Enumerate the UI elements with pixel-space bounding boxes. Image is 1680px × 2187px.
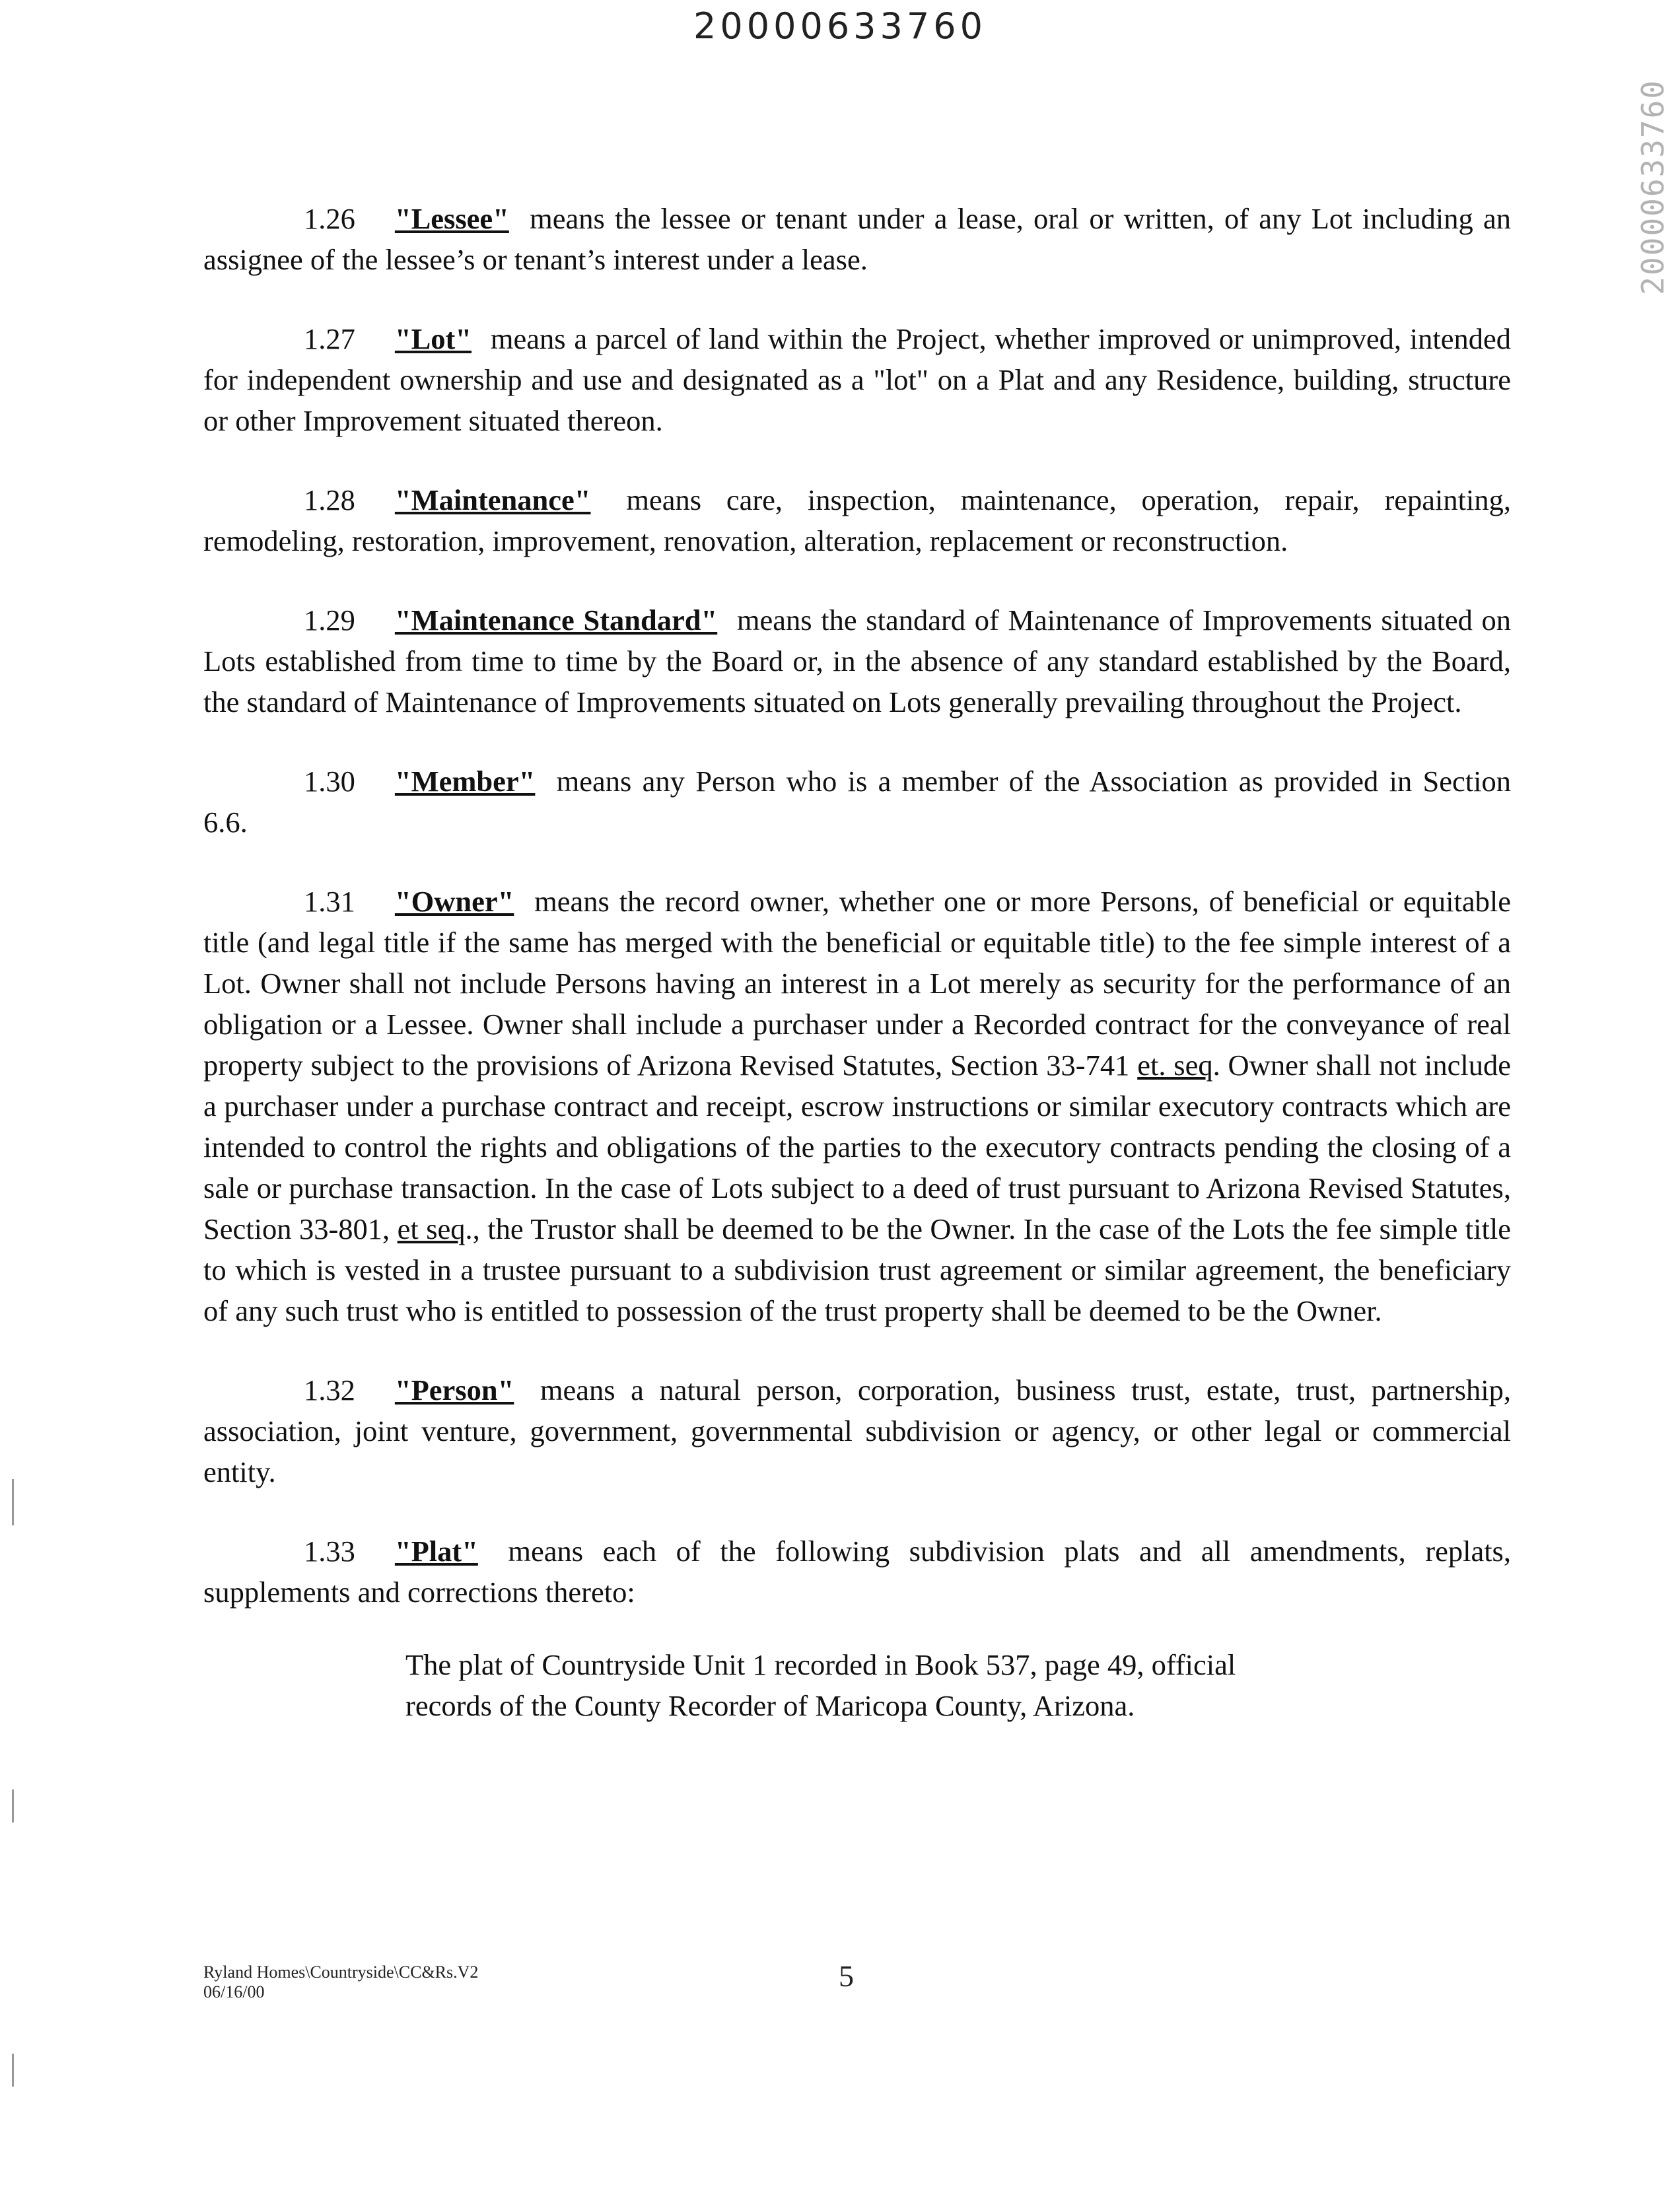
defined-term: "Maintenance": [394, 483, 591, 516]
section-1-27: [203, 318, 1511, 441]
defined-term: "Owner": [394, 885, 514, 918]
side-stamp: 20000633760: [1635, 79, 1671, 295]
section-text: means any Person who is a member of the Association as provided in Section 6.6.: [203, 765, 1511, 839]
section-1-28: [203, 479, 1511, 561]
defined-term: "Lot": [394, 322, 472, 355]
scan-margin-mark: [12, 1789, 14, 1822]
defined-term: "Plat": [394, 1535, 478, 1568]
section-number: 1.29: [304, 604, 355, 637]
section-1-32: [203, 1370, 1511, 1492]
scan-margin-mark: [12, 2054, 14, 2087]
footer-date: 06/16/00: [203, 1982, 265, 2001]
section-1-29: [203, 600, 1511, 722]
defined-term: "Maintenance Standard": [394, 604, 718, 637]
section-number: 1.28: [304, 483, 355, 516]
scan-margin-mark: [12, 1479, 14, 1525]
document-body: [203, 198, 1511, 1726]
footer-file-info: [203, 1962, 478, 2002]
section-number: 1.31: [304, 885, 355, 918]
section-number: 1.32: [304, 1373, 355, 1406]
section-1-26: [203, 198, 1511, 280]
section-text: means a parcel of land within the Project, whether improved or unimproved, intended for independent ownership and use and designated as a "lot" on a Plat and any Residence, building, structure or other Improvement situated thereon.: [203, 322, 1511, 437]
section-1-33: [203, 1531, 1511, 1613]
section-text: ., the Trustor shall be deemed to be the Owner. In the case of the Lots the fee simple title to which is vested in a trustee pursuant to a subdivision trust agreement or similar agreement, the beneficiary of any such trust who is entitled to possession of the trust property shall be deemed to be the Owner.: [203, 1212, 1512, 1327]
section-text: means the standard of Maintenance of Improvements situated on Lots established from time to time by the Board or, in the absence of any standard established by the Board, the standard of Maintenance of Improvements situated on Lots generally prevailing throughout the Project.: [203, 604, 1512, 718]
section-number: 1.30: [304, 765, 355, 798]
section-number: 1.26: [304, 202, 355, 235]
defined-term: "Member": [394, 765, 536, 798]
section-text: means each of the following subdivision plats and all amendments, replats, supplements and corrections thereto:: [203, 1535, 1511, 1609]
page-number: 5: [839, 1959, 854, 1993]
section-text: means the lessee or tenant under a lease, oral or written, of any Lot including an assignee of the lessee’s or tenant’s interest under a lease.: [203, 202, 1512, 276]
section-1-31: [203, 881, 1511, 1331]
section-text: . Owner shall not include a purchaser under a purchase contract and receipt, escrow instructions or similar executory contracts which are intended to control the rights and obligations of the parties to the executory contracts pending the closing of a sale or purchase transaction. In the case of Lots subject to a deed of trust pursuant to Arizona Revised Statutes, Section 33-801,: [203, 1049, 1512, 1245]
section-text: means care, inspection, maintenance, operation, repair, repainting, remodeling, restoration, improvement, renovation, alteration, replacement or reconstruction.: [203, 483, 1512, 557]
citation-et-seq: et. seq: [1137, 1049, 1213, 1082]
section-number: 1.33: [304, 1535, 355, 1568]
document-number: 20000633760: [693, 5, 987, 47]
section-1-30: [203, 761, 1511, 843]
defined-term: "Lessee": [394, 202, 509, 235]
plat-entry: The plat of Countryside Unit 1 recorded in Book 537, page 49, official records of the County Recorder of Maricopa County, Arizona.: [405, 1648, 1236, 1722]
footer-file-path: Ryland Homes\Countryside\CC&Rs.V2: [203, 1962, 479, 1982]
defined-term: "Person": [394, 1373, 514, 1406]
section-number: 1.27: [304, 322, 355, 355]
section-text: means the record owner, whether one or more Persons, of beneficial or equitable title (and legal title if the same has merged with the beneficial or equitable title) to the fee simple interest of a Lot. Owner shall not include Persons having an interest in a Lot merely as security for the performance of an obligation or a Lessee. Owner shall include a purchaser under a Recorded contract for the conveyance of real property subject to the provisions of Arizona Revised Statutes, Section 33-741: [203, 885, 1511, 1082]
citation-et-seq: et seq: [397, 1212, 466, 1245]
section-text: means a natural person, corporation, business trust, estate, trust, partnership, association, joint venture, government, governmental subdivision or agency, or other legal or commercial entity.: [203, 1373, 1511, 1488]
